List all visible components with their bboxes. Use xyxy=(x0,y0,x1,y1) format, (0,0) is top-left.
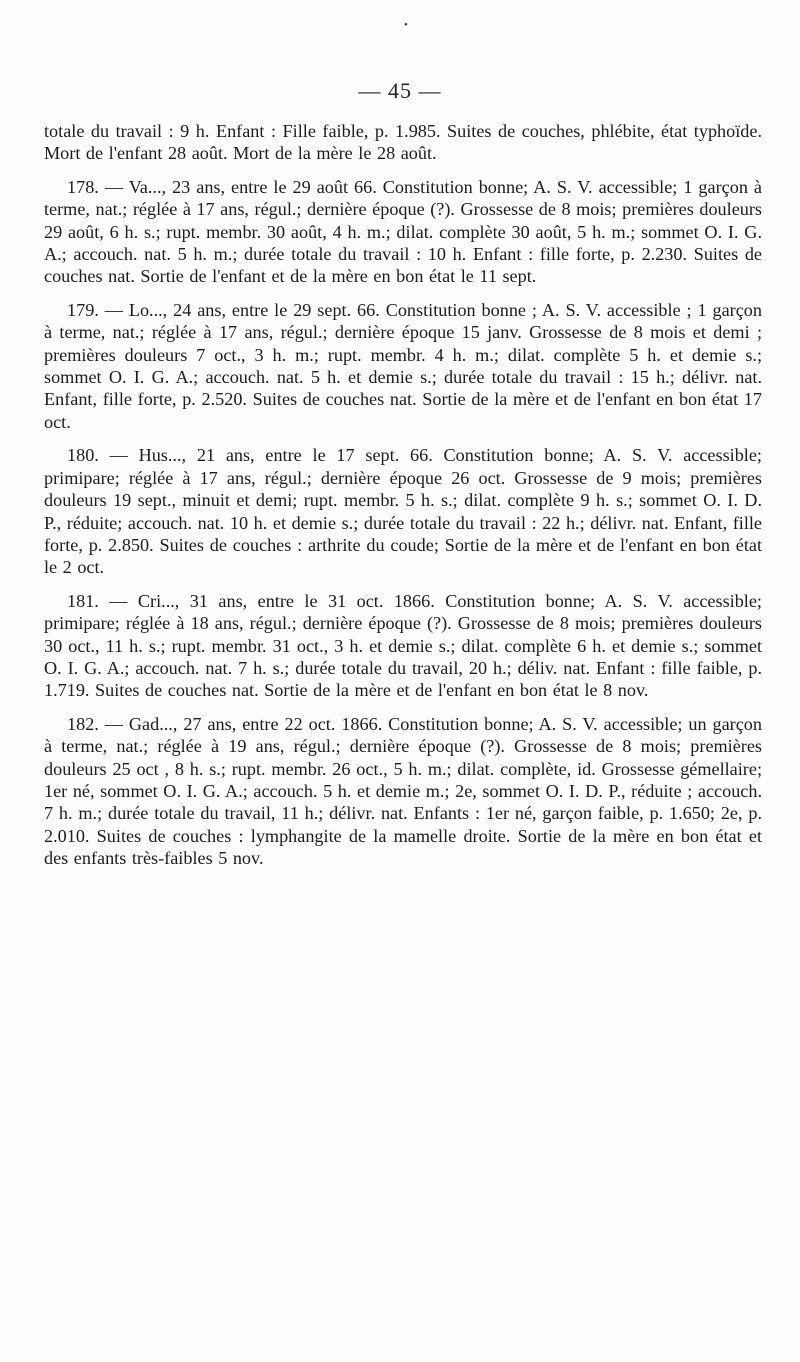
paragraph-entry-182: 182. — Gad..., 27 ans, entre 22 oct. 1866. Constitution bonne; A. S. V. accessible; un garçon à terme, nat.; réglée à 19 ans, régul.; dernière époque (?). Grossesse de 8 mois; premières douleurs 25 oct , 8 h. s.; rupt. membr. 26 oct., 5 h. m.; dilat. complète, id. Grossesse gémellaire; 1er né, sommet O. I. G. A.; accouch. 5 h. et demie m.; 2e, sommet O. I. D. P., réduite ; accouch. 7 h. m.; durée totale du travail, 11 h.; délivr. nat. Enfants : 1er né, garçon faible, p. 1.650; 2e, p. 2.010. Suites de couches : lymphangite de la mamelle droite. Sortie de la mère en bon état et des enfants très-faibles 5 nov. xyxy=(44,713,762,869)
paragraph-entry-179: 179. — Lo..., 24 ans, entre le 29 sept. 66. Constitution bonne ; A. S. V. accessible ; 1 garçon à terme, nat.; réglée à 17 ans, régul.; dernière époque 15 janv. Grossesse de 8 mois et demi ; premières douleurs 7 oct., 3 h. m.; rupt. membr. 4 h. m.; dilat. complète 5 h. et demie s.; sommet O. I. G. A.; accouch. nat. 5 h. et demie s.; durée totale du travail : 15 h.; délivr. nat. Enfant, fille forte, p. 2.520. Suites de couches nat. Sortie de la mère et de l'enfant en bon état 17 oct. xyxy=(44,299,762,432)
body-text xyxy=(44,120,762,881)
paragraph-entry-180: 180. — Hus..., 21 ans, entre le 17 sept. 66. Constitution bonne; A. S. V. accessible; primipare; réglée à 17 ans, régul.; dernière époque 26 oct. Grossesse de 9 mois; premières douleurs 19 sept., minuit et demi; rupt. membr. 5 h. s.; dilat. complète 9 h. s.; sommet O. I. D. P., réduite; accouch. nat. 10 h. et demie s.; durée totale du travail : 22 h.; délivr. nat. Enfant, fille forte, p. 2.850. Suites de couches : arthrite du coude; Sortie de la mère et de l'enfant en bon état le 2 oct. xyxy=(44,445,762,578)
page-number: — 45 — xyxy=(358,78,442,103)
paragraph-entry-178: 178. — Va..., 23 ans, entre le 29 août 66. Constitution bonne; A. S. V. accessible; 1 garçon à terme, nat.; réglée à 17 ans, régul.; dernière époque (?). Grossesse de 8 mois; premières douleurs 29 août, 6 h. s.; rupt. membr. 30 août, 4 h. m.; dilat. complète 30 août, 5 h. m.; sommet O. I. G. A.; accouch. nat. 5 h. m.; durée totale du travail : 10 h. Enfant : fille forte, p. 2.230. Suites de couches nat. Sortie de l'enfant et de la mère en bon état le 11 sept. xyxy=(44,176,762,287)
ink-dot-mark: • xyxy=(404,19,408,31)
paragraph-entry-181: 181. — Cri..., 31 ans, entre le 31 oct. 1866. Constitution bonne; A. S. V. accessible; primipare; réglée à 18 ans, régul.; dernière époque (?). Grossesse de 8 mois; premières douleurs 30 oct., 11 h. s.; rupt. membr. 31 oct., 3 h. et demie s.; dilat. complète 6 h. et demie s.; sommet O. I. G. A.; accouch. nat. 7 h. s.; durée totale du travail, 20 h.; déliv. nat. Enfant : fille faible, p. 1.719. Suites de couches nat. Sortie de la mère et de l'enfant en bon état le 8 nov. xyxy=(44,590,762,701)
paragraph-continuation: totale du travail : 9 h. Enfant : Fille faible, p. 1.985. Suites de couches, phlébite, état typhoïde. Mort de l'enfant 28 août. Mort de la mère le 28 août. xyxy=(44,121,762,164)
